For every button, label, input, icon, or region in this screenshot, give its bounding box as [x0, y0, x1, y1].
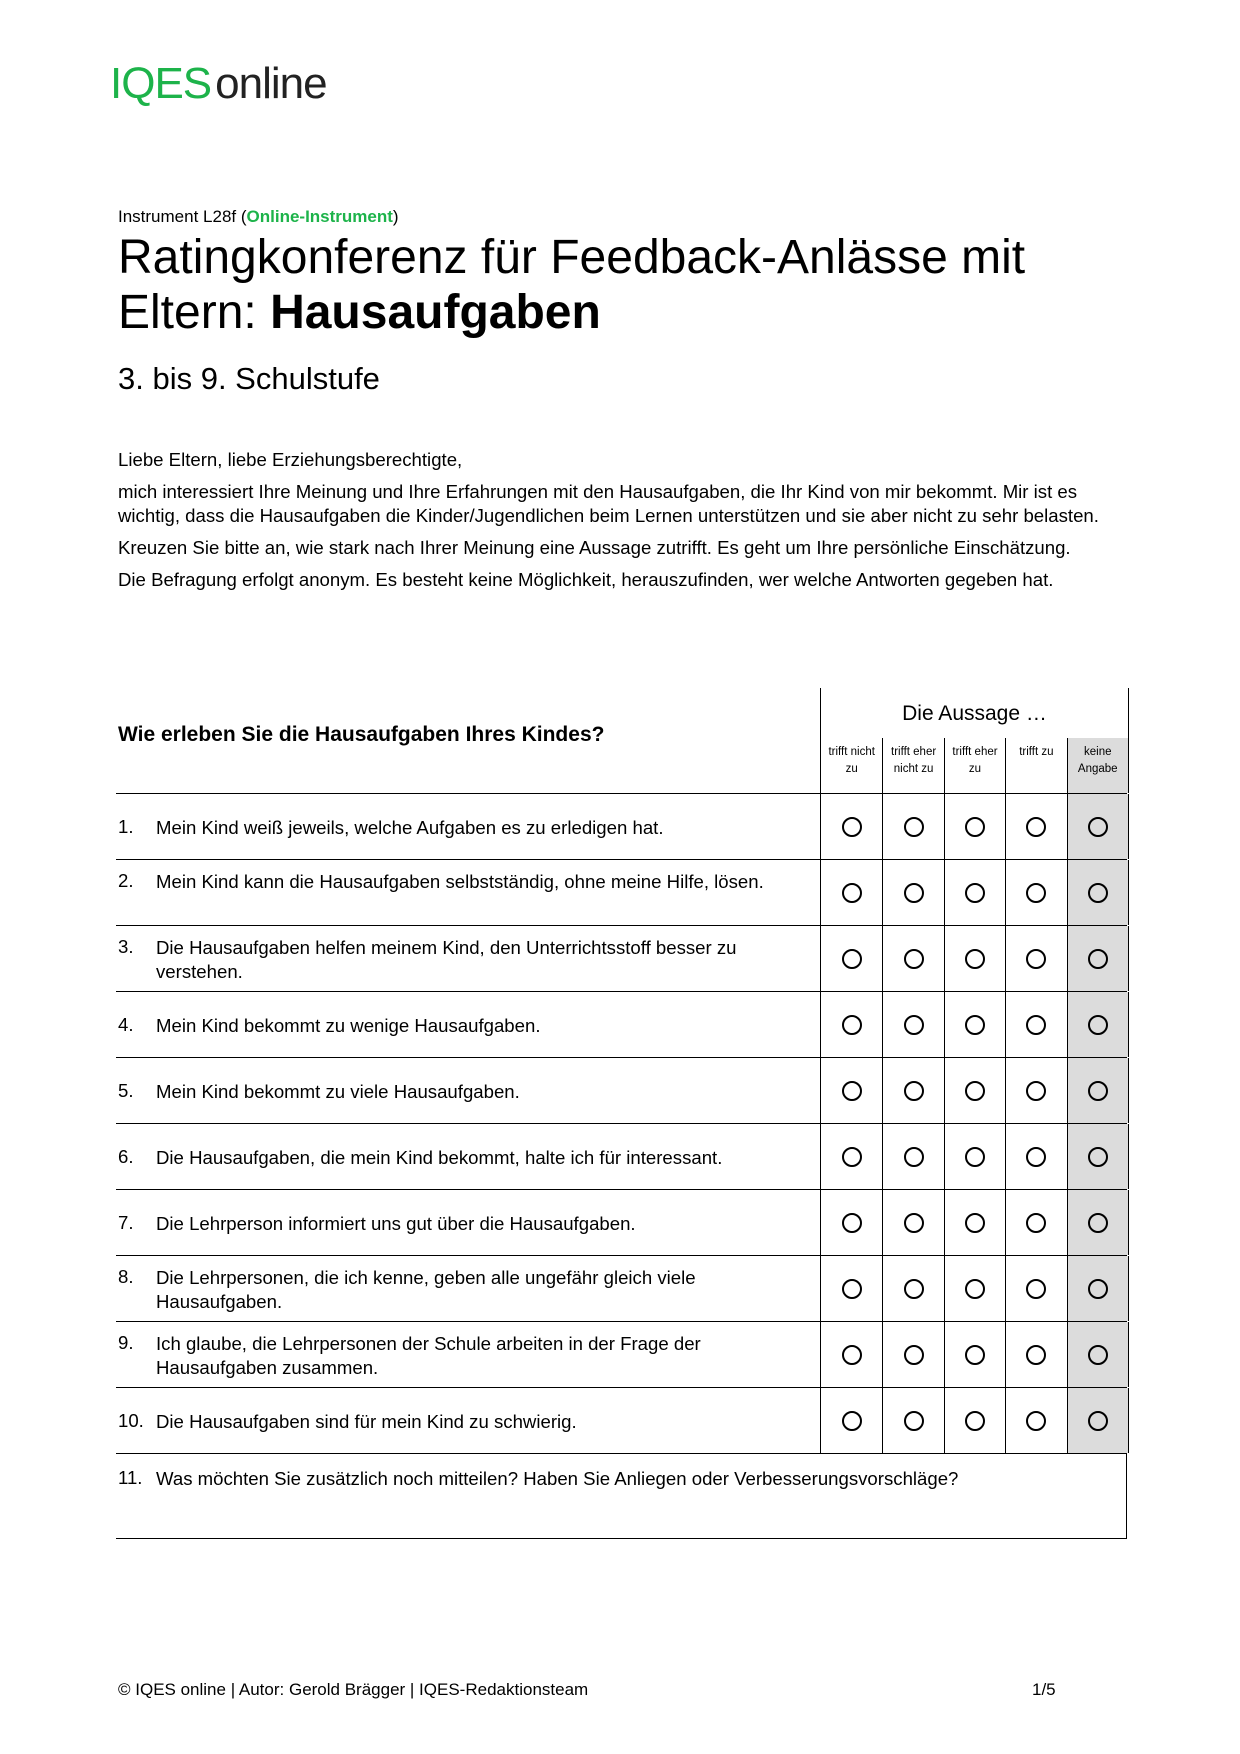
scale-label: trifft eher zu: [944, 738, 1005, 793]
radio-trifft-eher-nicht-zu[interactable]: [904, 1081, 924, 1101]
rating-scale-header: [820, 688, 1129, 793]
survey-row: [116, 1256, 1127, 1322]
radio-trifft-eher-zu[interactable]: [965, 1345, 985, 1365]
scale-label: trifft eher nicht zu: [882, 738, 943, 793]
radio-trifft-eher-nicht-zu[interactable]: [904, 1015, 924, 1035]
survey-row: [116, 1388, 1127, 1454]
scale-label: trifft nicht zu: [828, 746, 875, 775]
scale-label: keine Angabe: [1067, 738, 1128, 793]
radio-trifft-eher-nicht-zu[interactable]: [904, 817, 924, 837]
radio-keine-angabe[interactable]: [1088, 1081, 1108, 1101]
instrument-accent: Online-Instrument: [246, 207, 393, 226]
item-number: 4.: [118, 1014, 134, 1035]
radio-trifft-eher-zu[interactable]: [965, 1015, 985, 1035]
survey-header: [116, 688, 1127, 794]
footer-credits: © IQES online | Autor: Gerold Brägger | IQES-Redaktionsteam: [118, 1680, 589, 1699]
iqes-logo: [110, 59, 327, 108]
page-title: [118, 230, 1118, 340]
item-text: Mein Kind kann die Hausaufgaben selbstständig, ohne meine Hilfe, lösen.: [156, 871, 764, 892]
open-question-row[interactable]: [116, 1454, 1127, 1539]
radio-trifft-nicht-zu[interactable]: [842, 949, 862, 969]
page-number: 1/5: [1032, 1680, 1056, 1699]
item-number: 8.: [118, 1266, 134, 1287]
rating-options: [820, 992, 1129, 1057]
intro-paragraph-2: Kreuzen Sie bitte an, wie stark nach Ihrer Meinung eine Aussage zutrifft. Es geht um Ihre persönliche Einschätzung.: [118, 537, 1071, 558]
rating-options: [820, 926, 1129, 991]
rating-options: [820, 1322, 1129, 1387]
radio-trifft-eher-nicht-zu[interactable]: [904, 1213, 924, 1233]
item-text: Mein Kind bekommt zu viele Hausaufgaben.: [156, 1081, 520, 1102]
item-text: Die Hausaufgaben, die mein Kind bekommt, halte ich für interessant.: [156, 1147, 723, 1168]
item-number: 2.: [118, 870, 134, 891]
radio-trifft-zu[interactable]: [1026, 1015, 1046, 1035]
intro-greeting: Liebe Eltern, liebe Erziehungsberechtigte,: [118, 449, 463, 470]
item-number: 10.: [118, 1410, 144, 1431]
item-text: Ich glaube, die Lehrpersonen der Schule arbeiten in der Frage der Hausaufgaben zusammen.: [156, 1333, 701, 1378]
radio-trifft-eher-nicht-zu[interactable]: [904, 1147, 924, 1167]
item-number: 11.: [118, 1467, 143, 1488]
radio-keine-angabe[interactable]: [1088, 817, 1108, 837]
radio-trifft-nicht-zu[interactable]: [842, 1147, 862, 1167]
rating-options: [820, 1388, 1129, 1453]
item-number: 7.: [118, 1212, 134, 1233]
scale-labels: [821, 738, 1128, 793]
radio-trifft-eher-zu[interactable]: [965, 1279, 985, 1299]
radio-trifft-nicht-zu[interactable]: [842, 1213, 862, 1233]
radio-keine-angabe[interactable]: [1088, 1279, 1108, 1299]
rating-options: [820, 1190, 1129, 1255]
radio-trifft-eher-zu[interactable]: [965, 1213, 985, 1233]
title-line2-plain: Eltern:: [118, 286, 271, 339]
radio-trifft-eher-nicht-zu[interactable]: [904, 1345, 924, 1365]
radio-trifft-zu[interactable]: [1026, 1279, 1046, 1299]
survey-row: [116, 860, 1127, 926]
radio-trifft-nicht-zu[interactable]: [842, 1279, 862, 1299]
scale-label: trifft zu: [1005, 738, 1066, 793]
radio-trifft-nicht-zu[interactable]: [842, 1345, 862, 1365]
rating-options: [820, 1058, 1129, 1123]
survey-row: [116, 1124, 1127, 1190]
survey-row: [116, 1322, 1127, 1388]
radio-trifft-zu[interactable]: [1026, 949, 1046, 969]
radio-trifft-nicht-zu[interactable]: [842, 1081, 862, 1101]
radio-trifft-zu[interactable]: [1026, 1213, 1046, 1233]
question-title: Wie erleben Sie die Hausaufgaben Ihres Kindes?: [118, 723, 605, 746]
item-number: 9.: [118, 1332, 134, 1353]
rating-options: [820, 1256, 1129, 1321]
radio-keine-angabe[interactable]: [1088, 1015, 1108, 1035]
survey-row: [116, 794, 1127, 860]
radio-trifft-nicht-zu[interactable]: [842, 883, 862, 903]
table-right-border: [1126, 1454, 1127, 1538]
title-line2-bold: Hausaufgaben: [270, 286, 601, 339]
radio-trifft-eher-nicht-zu[interactable]: [904, 949, 924, 969]
radio-trifft-zu[interactable]: [1026, 1411, 1046, 1431]
radio-keine-angabe[interactable]: [1088, 949, 1108, 969]
radio-trifft-eher-nicht-zu[interactable]: [904, 1411, 924, 1431]
radio-trifft-zu[interactable]: [1026, 817, 1046, 837]
radio-trifft-eher-zu[interactable]: [965, 1411, 985, 1431]
item-text: Die Lehrpersonen, die ich kenne, geben alle ungefähr gleich viele Hausaufgaben.: [156, 1267, 696, 1312]
radio-trifft-nicht-zu[interactable]: [842, 1411, 862, 1431]
rating-options: [820, 1124, 1129, 1189]
logo-suffix: online: [215, 59, 327, 108]
rating-options: [820, 794, 1129, 859]
rating-options: [820, 860, 1129, 925]
radio-trifft-zu[interactable]: [1026, 1345, 1046, 1365]
radio-trifft-nicht-zu[interactable]: [842, 1015, 862, 1035]
item-number: 3.: [118, 936, 134, 957]
radio-keine-angabe[interactable]: [1088, 1411, 1108, 1431]
radio-trifft-eher-zu[interactable]: [965, 1147, 985, 1167]
intro-text: [118, 448, 1108, 600]
item-number: 6.: [118, 1146, 134, 1167]
radio-keine-angabe[interactable]: [1088, 1345, 1108, 1365]
logo-brand: IQES: [110, 59, 212, 108]
radio-trifft-eher-nicht-zu[interactable]: [904, 1279, 924, 1299]
item-text: Die Lehrperson informiert uns gut über die Hausaufgaben.: [156, 1213, 636, 1234]
radio-keine-angabe[interactable]: [1088, 883, 1108, 903]
item-number: 1.: [118, 816, 134, 837]
radio-keine-angabe[interactable]: [1088, 1147, 1108, 1167]
radio-trifft-eher-nicht-zu[interactable]: [904, 883, 924, 903]
item-text: Die Hausaufgaben helfen meinem Kind, den Unterrichtsstoff besser zu verstehen.: [156, 937, 737, 982]
radio-trifft-eher-zu[interactable]: [965, 817, 985, 837]
scale-title: Die Aussage …: [902, 702, 1047, 725]
intro-paragraph-1: mich interessiert Ihre Meinung und Ihre Erfahrungen mit den Hausaufgaben, die Ihr Kind von mir bekommt. Mir ist es wichtig, dass die Hausaufgaben die Kinder/Jugendlichen beim Lernen unterstützen und sie aber nicht zu sehr belasten.: [118, 481, 1099, 526]
open-question-text: Was möchten Sie zusätzlich noch mitteilen? Haben Sie Anliegen oder Verbesserungsvorschläge?: [156, 1468, 959, 1489]
radio-trifft-eher-zu[interactable]: [965, 883, 985, 903]
instrument-prefix: Instrument L28f (: [118, 207, 247, 226]
title-line1: Ratingkonferenz für Feedback-Anlässe mit: [118, 231, 1026, 284]
item-number: 5.: [118, 1080, 134, 1101]
survey-row: [116, 926, 1127, 992]
radio-trifft-eher-zu[interactable]: [965, 949, 985, 969]
radio-trifft-zu[interactable]: [1026, 1147, 1046, 1167]
survey-row: [116, 1058, 1127, 1124]
radio-trifft-zu[interactable]: [1026, 883, 1046, 903]
survey-row: [116, 1190, 1127, 1256]
page-subtitle: 3. bis 9. Schulstufe: [118, 361, 380, 396]
item-text: Mein Kind weiß jeweils, welche Aufgaben es zu erledigen hat.: [156, 817, 664, 838]
radio-keine-angabe[interactable]: [1088, 1213, 1108, 1233]
survey-rows: [116, 794, 1127, 1539]
survey-row: [116, 992, 1127, 1058]
item-text: Mein Kind bekommt zu wenige Hausaufgaben.: [156, 1015, 541, 1036]
item-text: Die Hausaufgaben sind für mein Kind zu schwierig.: [156, 1411, 577, 1432]
radio-trifft-zu[interactable]: [1026, 1081, 1046, 1101]
radio-trifft-eher-zu[interactable]: [965, 1081, 985, 1101]
survey-table: [116, 688, 1127, 1539]
intro-paragraph-3: Die Befragung erfolgt anonym. Es besteht keine Möglichkeit, herauszufinden, wer welche Antworten gegeben hat.: [118, 569, 1054, 590]
instrument-label: [118, 207, 399, 227]
radio-trifft-nicht-zu[interactable]: [842, 817, 862, 837]
instrument-suffix: ): [392, 207, 399, 226]
